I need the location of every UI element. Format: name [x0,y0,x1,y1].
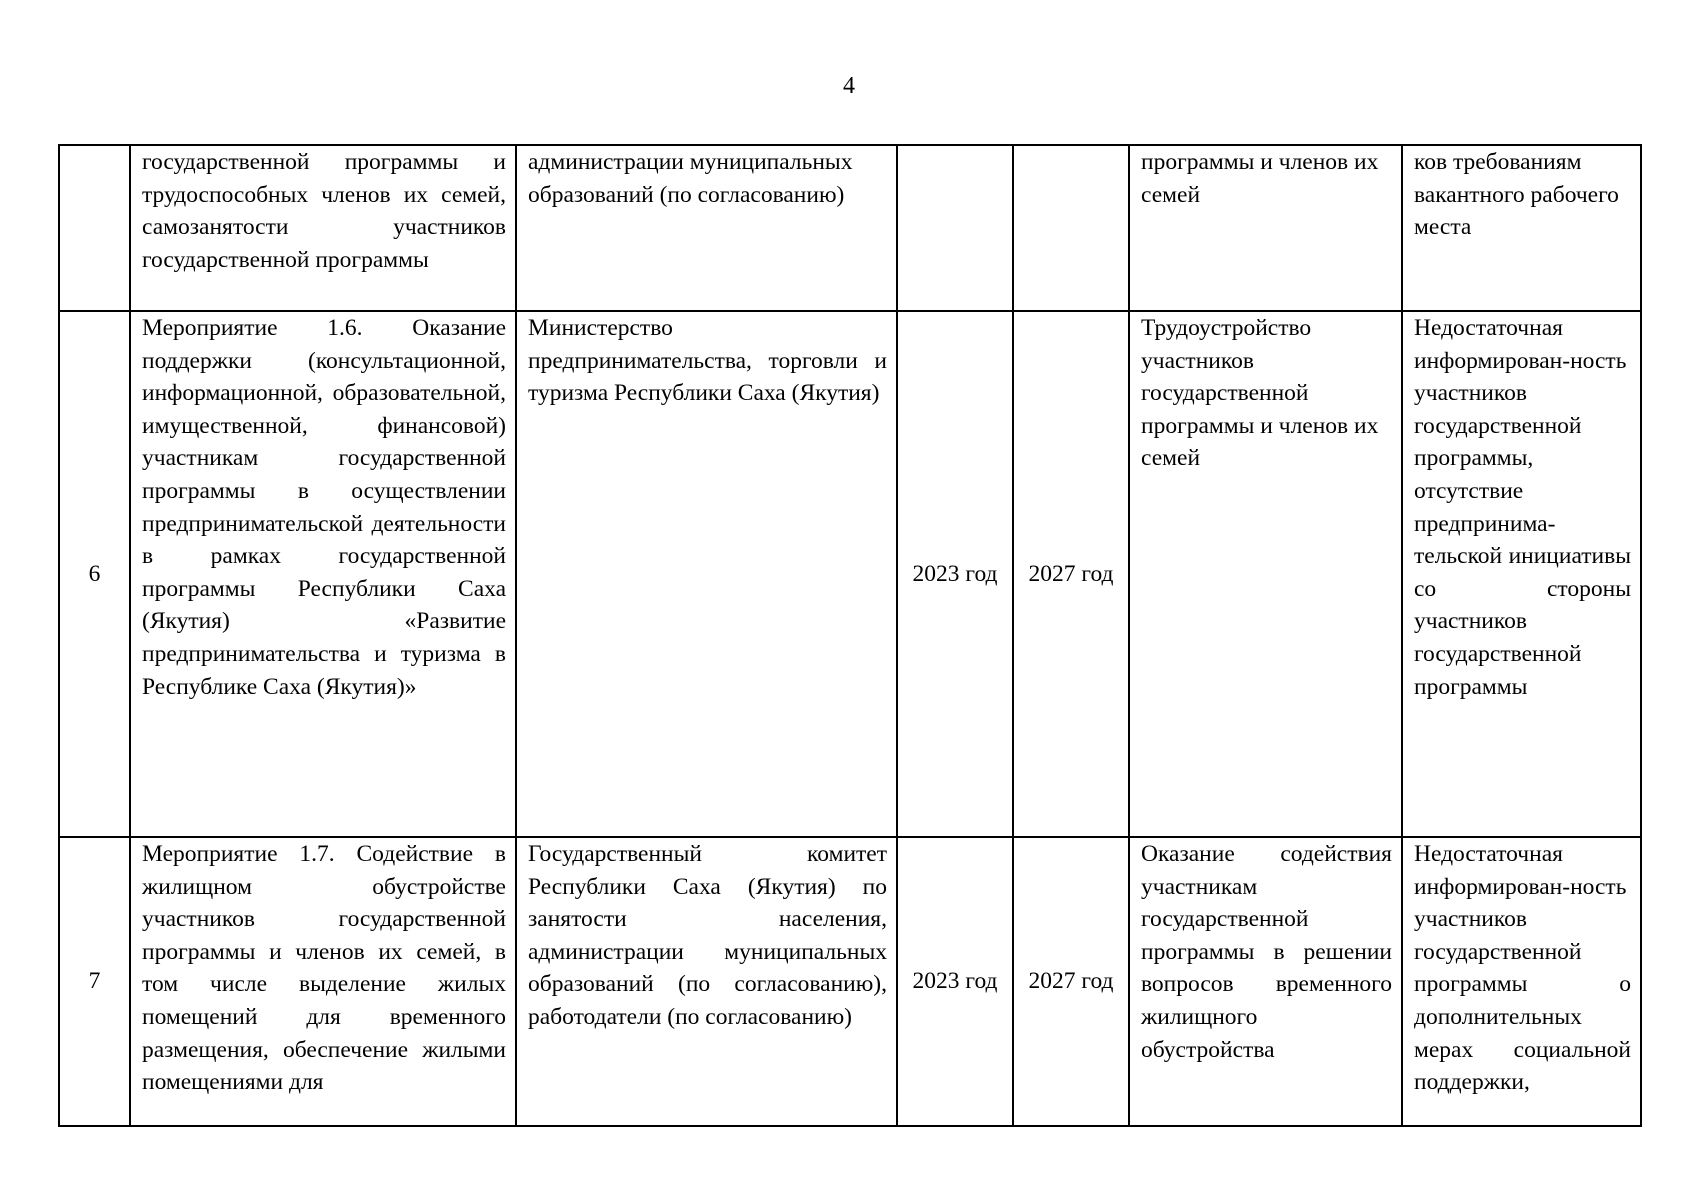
activity-cell: Мероприятие 1.6. Оказание поддержки (консультационной, информационной, образовательной, имущественной, финансовой) участникам государственной программы в осуществлении предпринимательской деятельности в рамках государственной программы Республики Саха (Якутия) «Развитие предпринимательства и туризма в Республике Саха (Якутия)» [130,311,516,837]
row-number-cell: 6 [59,311,130,837]
result-cell: программы и членов их семей [1129,145,1402,311]
activity-cell: государственной программы и трудоспособных членов их семей, самозанятости участников государственной программы [130,145,516,311]
measures-table [58,144,1642,1127]
start-year-cell [897,145,1013,311]
risk-cell: Недостаточная информирован-ность участников государственной программы о дополнительных мерах социальной поддержки, [1402,837,1641,1126]
result-cell: Оказание содействия участникам государственной программы в решении вопросов временного жилищного обустройства [1129,837,1402,1126]
table-row [59,145,1641,311]
executor-cell: администрации муниципальных образований (по согласованию) [516,145,897,311]
end-year-cell: 2027 год [1013,837,1129,1126]
end-year-cell: 2027 год [1013,311,1129,837]
risk-cell: Недостаточная информирован-ность участников государственной программы, отсутствие предпринима-тельской инициативы со стороны участников государственной программы [1402,311,1641,837]
page-number: 4 [843,73,855,99]
row-number-cell: 7 [59,837,130,1126]
end-year-cell [1013,145,1129,311]
start-year-cell: 2023 год [897,311,1013,837]
activity-cell: Мероприятие 1.7. Содействие в жилищном обустройстве участников государственной программы и членов их семей, в том числе выделение жилых помещений для временного размещения, обеспечение жилыми помещениями для [130,837,516,1126]
executor-cell: Государственный комитет Республики Саха (Якутия) по занятости населения, администрации муниципальных образований (по согласованию), работодатели (по согласованию) [516,837,897,1126]
executor-cell: Министерство предпринимательства, торговли и туризма Республики Саха (Якутия) [516,311,897,837]
table-row [59,837,1641,1126]
start-year-cell: 2023 год [897,837,1013,1126]
table-row [59,311,1641,837]
row-number-cell [59,145,130,311]
risk-cell: ков требованиям вакантного рабочего места [1402,145,1641,311]
result-cell: Трудоустройство участников государственной программы и членов их семей [1129,311,1402,837]
